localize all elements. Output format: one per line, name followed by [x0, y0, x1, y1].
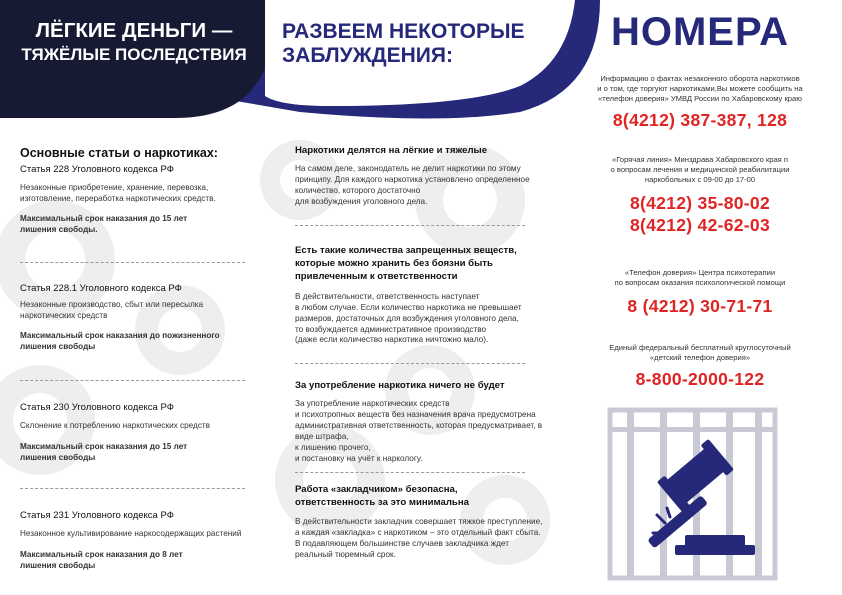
- article-desc-line: Незаконные производство, сбыт или пересылка: [20, 300, 204, 309]
- numbers-title: НОМЕРА: [610, 10, 790, 54]
- myth-body: [295, 517, 545, 561]
- myth-body-line: (даже если количество наркотика ничтожно мало).: [295, 335, 489, 345]
- myth-body-line: в любом случае. Если количество наркотика не превышает: [295, 302, 522, 312]
- myth-heading: За употребление наркотика ничего не будет: [295, 380, 505, 391]
- hotline-text-line: и о том, где торгуют наркотиками,Вы можете сообщить на: [597, 84, 803, 94]
- article-desc-line: Незаконное культивирование наркосодержащих растений: [20, 529, 242, 538]
- article-desc-line: Незаконные приобретение, хранение, перевозка,: [20, 183, 209, 192]
- article-penalty: Максимальный срок наказания до 8 лет: [20, 549, 183, 559]
- divider: [20, 262, 245, 263]
- left-title-line2: ТЯЖЁЛЫЕ ПОСЛЕДСТВИЯ: [21, 44, 247, 64]
- divider: [295, 225, 525, 226]
- hotline-text-line: по вопросам оказания психологической помощи: [614, 278, 786, 288]
- hotline-text-line: «детский телефон доверия»: [649, 353, 751, 363]
- myth-body-line: размеров, достаточных для возбуждения уголовного дела,: [295, 313, 519, 323]
- middle-title-line1: РАЗВЕЕМ НЕКОТОРЫЕ: [282, 20, 525, 43]
- hotline-text-line: «Телефон доверия» Центра психотерапии: [624, 268, 776, 277]
- myth-2: [295, 245, 545, 346]
- article-desc-line: наркотических средств: [20, 310, 108, 320]
- myth-body-line: В действительности закладчик совершает тяжкое преступление,: [295, 516, 543, 526]
- myth-body-line: количество, которого достаточно: [295, 185, 421, 195]
- article-penalty: Максимальный срок наказания до 15 лет: [20, 441, 188, 451]
- myth-heading: Есть такие количества запрещенных веществ,: [295, 245, 517, 256]
- myth-1: [295, 145, 545, 208]
- left-header: [14, 20, 254, 64]
- myth-body-line: виде штрафа,: [295, 431, 349, 441]
- hotline-text-line: Информацию о фактах незаконного оборота наркотиков: [600, 74, 800, 83]
- article-title: Статья 228 Уголовного кодекса РФ: [20, 164, 174, 175]
- article-desc-line: Склонение к потреблению наркотических средств: [20, 421, 211, 430]
- divider: [20, 380, 245, 381]
- myth-body-line: административная ответственность, которая предусматривает, в: [295, 420, 543, 430]
- middle-header: [282, 20, 552, 68]
- phone-number[interactable]: 8(4212) 35-80-02: [629, 193, 771, 214]
- article-231: [20, 510, 250, 572]
- phone-number[interactable]: 8(4212) 387-387, 128: [612, 110, 788, 131]
- article-title: Статья 228.1 Уголовного кодекса РФ: [20, 283, 182, 294]
- divider: [20, 488, 245, 489]
- article-penalty: лишения свободы: [20, 560, 96, 570]
- gavel-behind-bars-icon: [605, 405, 780, 585]
- myth-heading: привлеченным к ответственности: [295, 270, 458, 282]
- article-penalty: Максимальный срок наказания до 15 лет: [20, 213, 188, 223]
- article-title: Статья 230 Уголовного кодекса РФ: [20, 402, 174, 413]
- article-desc-line: изготовление, переработка наркотических средств.: [20, 193, 216, 203]
- hotline-umvd: [580, 74, 820, 131]
- hotline-text-line: наркобольных с 09-00 до 17-00: [644, 175, 756, 185]
- article-penalty: лишения свободы.: [20, 224, 98, 234]
- myth-heading: ответственность за это минимальна: [295, 496, 469, 508]
- myth-body-line: то возбуждается административное производство: [295, 324, 487, 334]
- phone-number[interactable]: 8-800-2000-122: [635, 369, 765, 390]
- myth-heading: Работа «закладчиком» безопасна,: [295, 484, 458, 495]
- divider: [295, 363, 525, 364]
- phone-number[interactable]: 8(4212) 42-62-03: [629, 215, 771, 236]
- article-penalty: Максимальный срок наказания до пожизненного: [20, 330, 220, 340]
- myth-body: [295, 164, 545, 208]
- hotline-text-line: «Горячая линия» Минздрава Хабаровского края п: [611, 155, 789, 164]
- middle-title-line2: ЗАБЛУЖДЕНИЯ:: [282, 44, 453, 68]
- hotline-text-line: Единый федеральный бесплатный круглосуточный: [609, 343, 791, 352]
- article-penalty: лишения свободы: [20, 341, 96, 351]
- myth-heading: Наркотики делятся на лёгкие и тяжелые: [295, 145, 488, 156]
- myth-body-line: и постановку на учёт к наркологу.: [295, 453, 423, 463]
- myth-body-line: к лишению прочего,: [295, 442, 371, 452]
- myth-body-line: а каждая «закладка» с наркотиком – это отдельный факт сбыта.: [295, 527, 541, 537]
- phone-number[interactable]: 8 (4212) 30-71-71: [627, 296, 773, 317]
- article-228: [20, 164, 245, 236]
- article-230: [20, 402, 245, 464]
- article-title: Статья 231 Уголовного кодекса РФ: [20, 510, 174, 521]
- myth-body-line: На самом деле, законодатель не делит наркотики по этому: [295, 164, 521, 173]
- left-title-line1: ЛЁГКИЕ ДЕНЬГИ —: [35, 19, 233, 42]
- myth-4: [295, 484, 545, 561]
- myth-body: [295, 399, 545, 464]
- myth-heading: которые можно хранить без боязни быть: [295, 257, 493, 269]
- hotline-minzdrav: [580, 155, 820, 236]
- myth-body: [295, 292, 545, 347]
- myth-body-line: В действительности, ответственность наступает: [295, 291, 480, 301]
- myth-body-line: и психотропных веществ без назначения врача предусмотрена: [295, 409, 536, 419]
- article-penalty: лишения свободы: [20, 452, 96, 462]
- hotline-text-line: «телефон доверия» УМВД России по Хабаровскому краю: [598, 94, 802, 104]
- myth-body-line: За употребление наркотических средств: [295, 399, 450, 408]
- myth-body-line: реальный тюремный срок.: [295, 549, 396, 559]
- myth-body-line: принципу. Для каждого наркотика установлено определенное: [295, 174, 530, 184]
- hotline-psychotherapy: [580, 268, 820, 317]
- myth-body-line: В подавляющем большинстве случаев закладчика ждет: [295, 538, 509, 548]
- articles-heading: Основные статьи о наркотиках:: [20, 146, 218, 160]
- myth-body-line: для возбуждения уголовного дела.: [295, 196, 428, 206]
- hotline-children: [580, 343, 820, 390]
- article-228-1: [20, 283, 245, 353]
- myth-3: [295, 380, 545, 464]
- hotline-text-line: о вопросам лечения и медицинской реабилитации: [610, 165, 790, 175]
- divider: [295, 472, 525, 473]
